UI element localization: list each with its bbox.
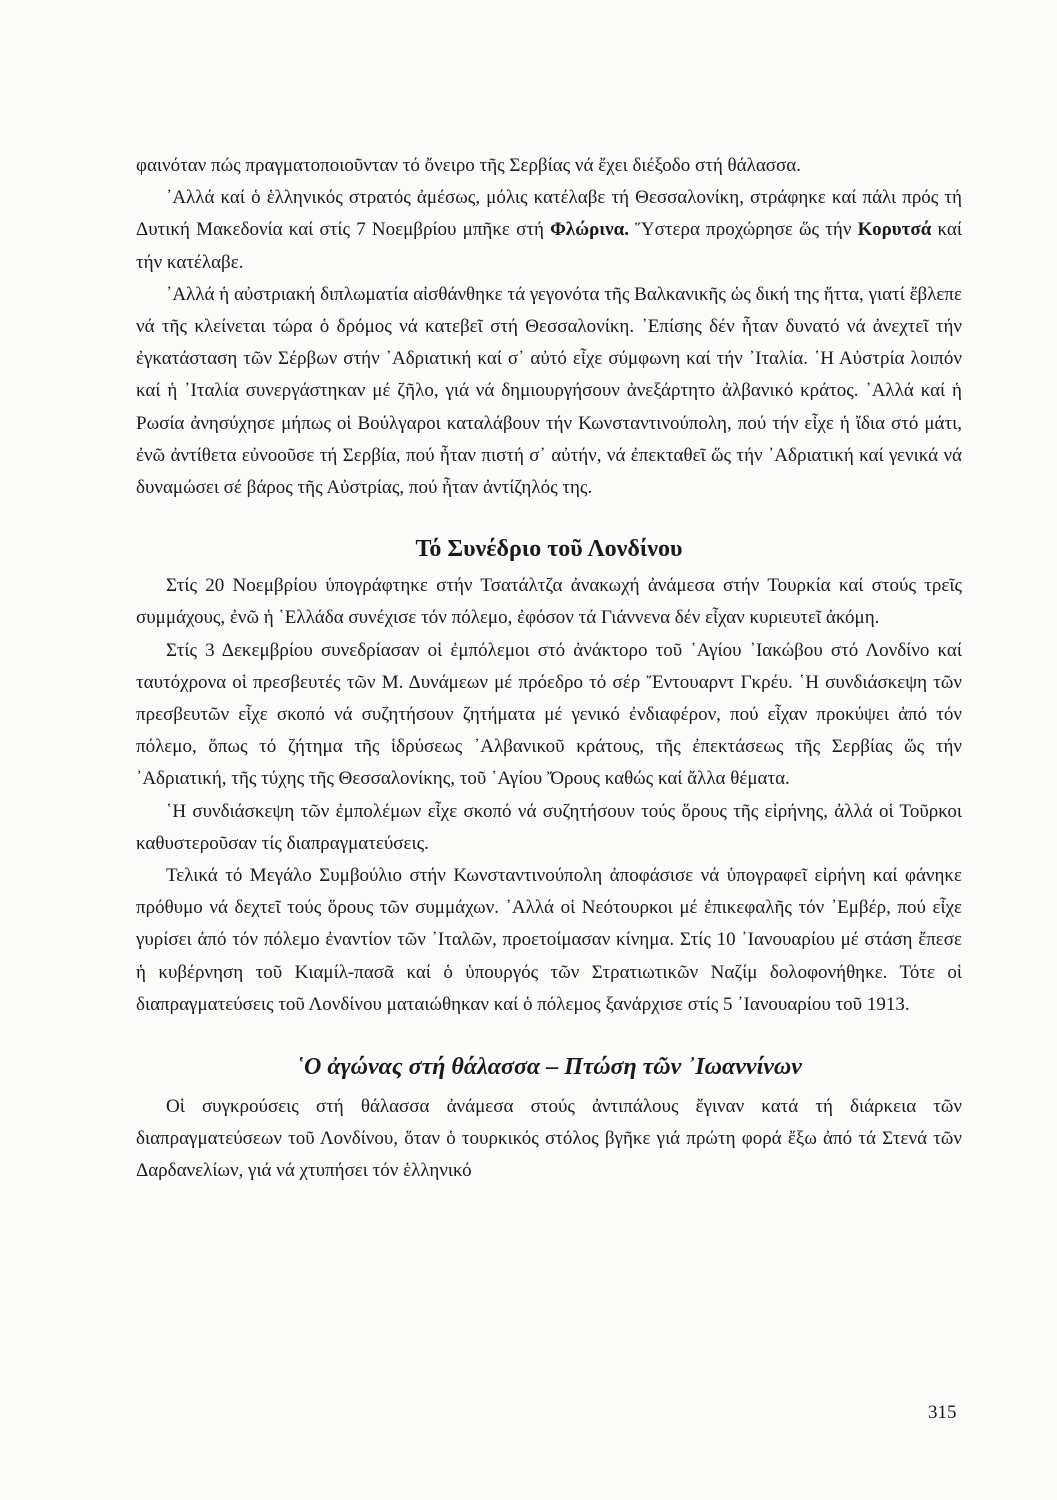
- paragraph: φαινόταν πώς πραγματοποιοῦνταν τό ὄνειρο τῆς Σερβίας νά ἔχει διέξοδο στή θάλασσα.: [136, 155, 801, 176]
- text-run: καί τήν κατέλαβε.: [136, 219, 962, 273]
- place-name-korytsa: Κορυτσά: [857, 219, 932, 241]
- section-heading: ῾Ο ἀγώνας στή θάλασσα – Πτώση τῶν ᾿Ιωαννίνων: [296, 1054, 802, 1081]
- paragraph: Στίς 3 Δεκεμβρίου συνεδρίασαν οἱ ἐμπόλεμοι στό ἀνάκτορο τοῦ ῾Αγίου ᾿Ιακώβου στό Λονδίνο καί ταυτόχρονα οἱ πρεσβευτές τῶν Μ. Δυνάμεων μέ πρόεδρο τό σέρ Ἔντουαρντ Γκρέυ. ῾Η συνδιάσκεψη τῶν πρεσβευτῶν εἶχε σκοπό νά συζητήσουν ζητήματα μέ γενικό ἐνδιαφέρον, πού εἶχαν προκύψει ἀπό τόν πόλεμο, ὅπως τό ζήτημα τῆς ἱδρύσεως ᾿Αλβανικοῦ κράτους, τῆς ἐπεκτάσεως τῆς Σερβίας ὥς τήν ᾿Αδριατική, τῆς τύχης τῆς Θεσσαλονίκης, τοῦ ῾Αγίου Ὄρους καθώς καί ἄλλα θέματα.: [136, 639, 962, 790]
- text-run: Ὕστερα προχώρησε ὥς τήν: [629, 219, 858, 241]
- paragraph: ᾿Αλλά ἡ αὐστριακή διπλωματία αἰσθάνθηκε τά γεγονότα τῆς Βαλκανικῆς ὡς δική της ἥττα, γιατί ἔβλεπε νά τῆς κλείνεται τώρα ὁ δρόμος νά κατεβεῖ στή Θεσσαλονίκη. ᾿Επίσης δέν ἦταν δυνατό νά ἀνεχτεῖ τήν ἐγκατάσταση τῶν Σέρβων στήν ᾿Αδριατική καί σ᾿ αὐτό εἶχε σύμφωνη καί τήν ᾿Ιταλία. ῾Η Αὐστρία λοιπόν καί ἡ ᾿Ιταλία συνεργάστηκαν μέ ζῆλο, γιά νά δημιουργήσουν ἀνεξάρτητο ἀλβανικό κράτος. ᾿Αλλά καί ἡ Ρωσία ἀνησύχησε μήπως οἱ Βούλγαροι καταλάβουν τήν Κωνσταντινούπολη, πού τήν εἶχε ἡ ἴδια στό μάτι, ἐνῶ ἀντίθετα εὐνοοῦσε τή Σερβία, πού ἦταν πιστή σ᾿ αὐτήν, νά ἐπεκταθεῖ ὥς τήν ᾿Αδριατική καί γενικά νά δυναμώσει σέ βάρος τῆς Αὐστρίας, πού ἦταν ἀντίζηλός της.: [136, 283, 962, 499]
- text-run: ᾿Αλλά καί ὁ ἑλληνικός στρατός ἀμέσως, μόλις κατέλαβε τή Θεσσαλονίκη, στράφηκε καί πάλι πρός τή Δυτική Μακεδονία καί στίς 7 Νοεμβρίου μπῆκε στή: [136, 187, 962, 241]
- body-text: [136, 150, 962, 1188]
- paragraph: Στίς 20 Νοεμβρίου ὑπογράφτηκε στήν Τσατάλτζα ἀνακωχή ἀνάμεσα στήν Τουρκία καί στούς τρεῖς συμμάχους, ἐνῶ ἡ ῾Ελλάδα συνέχισε τόν πόλεμο, ἐφόσον τά Γιάννενα δέν εἶχαν κυριευτεῖ ἀκόμη.: [136, 575, 962, 629]
- section-heading: Τό Συνέδριο τοῦ Λονδίνου: [415, 536, 683, 563]
- page-number: 315: [928, 1402, 957, 1423]
- paragraph: Τελικά τό Μεγάλο Συμβούλιο στήν Κωνσταντινούπολη ἀποφάσισε νά ὑπογραφεῖ εἰρήνη καί φάνηκε πρόθυμο νά δεχτεῖ τούς ὅρους τῶν συμμάχων. ᾿Αλλά οἱ Νεότουρκοι μέ ἐπικεφαλῆς τόν ᾿Εμβέρ, πού εἶχε γυρίσει ἀπό τόν πόλεμο ἐναντίον τῶν ᾿Ιταλῶν, προετοίμασαν κίνημα. Στίς 10 ᾿Ιανουαρίου μέ στάση ἔπεσε ἡ κυβέρνηση τοῦ Κιαμίλ-πασᾶ καί ὁ ὑπουργός τῶν Στρατιωτικῶν Ναζίμ δολοφονήθηκε. Τότε οἱ διαπραγματεύσεις τοῦ Λονδίνου ματαιώθηκαν καί ὁ πόλεμος ξανάρχισε στίς 5 ᾿Ιανουαρίου τοῦ 1913.: [136, 865, 962, 1015]
- place-name-florina: Φλώρινα.: [550, 219, 630, 241]
- paragraph: ῾Η συνδιάσκεψη τῶν ἐμπολέμων εἶχε σκοπό νά συζητήσουν τούς ὅρους τῆς εἰρήνης, ἀλλά οἱ Τοῦρκοι καθυστεροῦσαν τίς διαπραγματεύσεις.: [136, 800, 962, 854]
- paragraph: Οἱ συγκρούσεις στή θάλασσα ἀνάμεσα στούς ἀντιπάλους ἔγιναν κατά τή διάρκεια τῶν διαπραγματεύσεων τοῦ Λονδίνου, ὅταν ὁ τουρκικός στόλος βγῆκε γιά πρώτη φορά ἔξω ἀπό τά Στενά τῶν Δαρδανελίων, γιά νά χτυπήσει τόν ἑλληνικό: [136, 1096, 962, 1182]
- paragraph: [136, 182, 962, 279]
